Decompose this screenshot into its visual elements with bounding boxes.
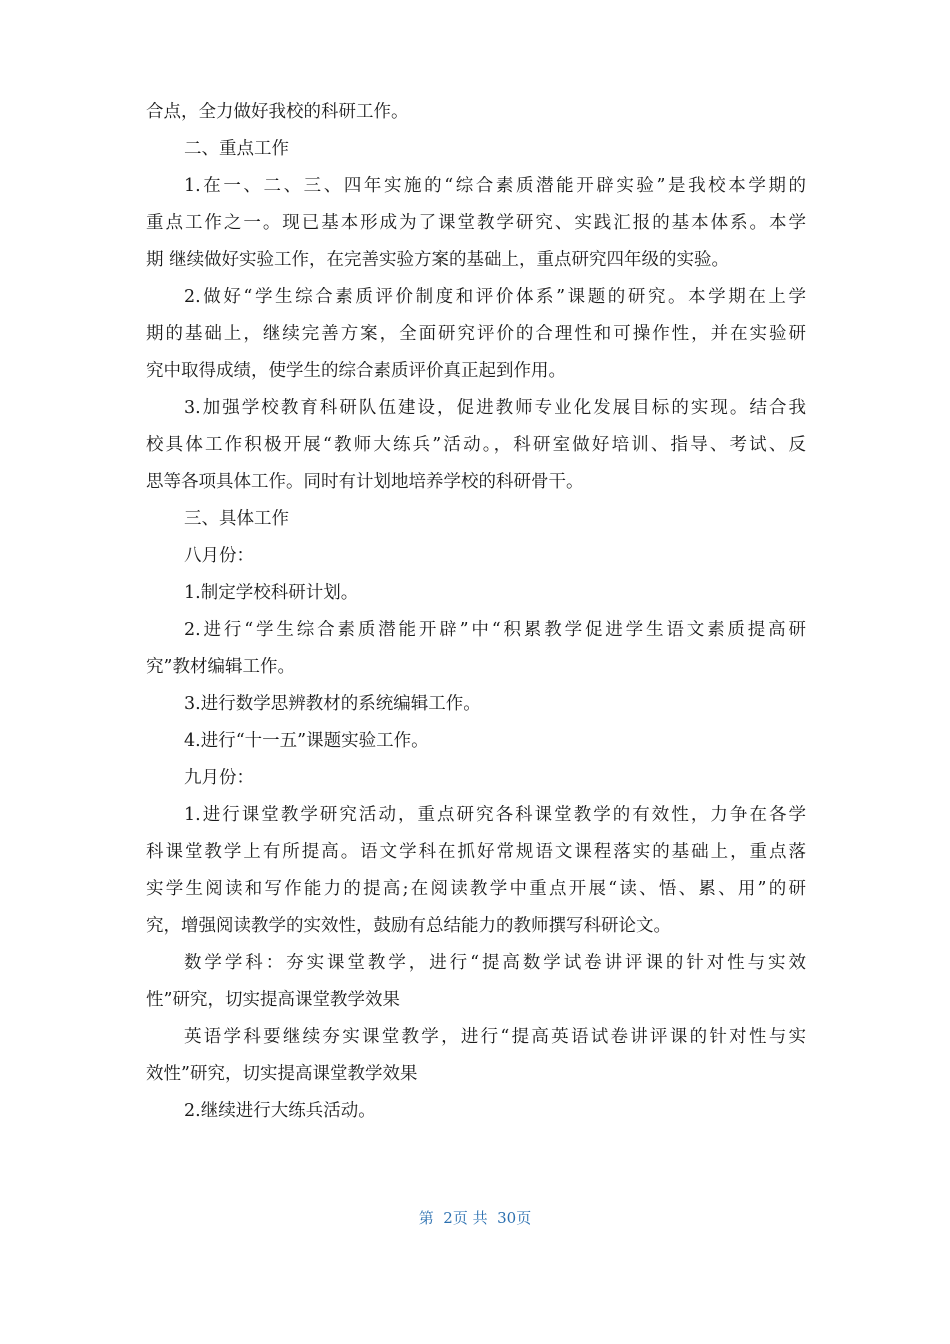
text-line: 1.在一、二、三、四年实施的“综合素质潜能开辟实验”是我校本学期的 [184,176,806,196]
text-line: 英语学科要继续夯实课堂教学，进行“提高英语试卷讲评课的针对性与实 [184,1027,806,1047]
text-line: 究”教材编辑工作。 [146,657,295,677]
text-line: 科课堂教学上有所提高。语文学科在抓好常规语文课程落实的基础上，重点落 [146,842,806,862]
text-line: 4.进行“十一五”课题实验工作。 [184,731,429,751]
text-line: 3.加强学校教育科研队伍建设，促进教师专业化发展目标的实现。结合我 [184,398,806,418]
text-line: 2.做好“学生综合素质评价制度和评价体系”课题的研究。本学期在上学 [184,287,806,307]
text-line: 合点，全力做好我校的科研工作。 [146,102,409,122]
text-line: 实学生阅读和写作能力的提高;在阅读教学中重点开展“读、悟、累、用”的研 [146,879,806,899]
text-line: 究，增强阅读教学的实效性，鼓励有总结能力的教师撰写科研论文。 [146,916,671,936]
text-line: 八月份： [184,546,254,566]
document-body [146,94,806,1130]
text-line: 期 继续做好实验工作，在完善实验方案的基础上，重点研究四年级的实验。 [146,250,730,270]
text-line: 三、具体工作 [184,509,289,529]
text-line: 九月份： [184,768,254,788]
page-footer: 第 2页 共 30页 [418,1209,532,1227]
text-line: 校具体工作积极开展“教师大练兵”活动。，科研室做好培训、指导、考试、反 [146,435,806,455]
text-line: 效性”研究，切实提高课堂教学效果 [146,1064,418,1084]
text-line: 思等各项具体工作。同时有计划地培养学校的科研骨干。 [146,472,584,492]
text-line: 究中取得成绩，使学生的综合素质评价真正起到作用。 [146,361,566,381]
text-line: 1.制定学校科研计划。 [184,583,359,603]
text-line: 2.进行“学生综合素质潜能开辟”中“积累教学促进学生语文素质提高研 [184,620,806,640]
text-line: 期的基础上，继续完善方案，全面研究评价的合理性和可操作性，并在实验研 [146,324,806,344]
text-line: 3.进行数学思辨教材的系统编辑工作。 [184,694,481,714]
text-line: 二、重点工作 [184,139,289,159]
text-line: 性”研究，切实提高课堂教学效果 [146,990,400,1010]
text-line: 2.继续进行大练兵活动。 [184,1101,376,1121]
text-line: 重点工作之一。现已基本形成为了课堂教学研究、实践汇报的基本体系。本学 [146,213,806,233]
text-line: 数学学科：夯实课堂教学，进行“提高数学试卷讲评课的针对性与实效 [184,953,806,973]
text-line: 1.进行课堂教学研究活动，重点研究各科课堂教学的有效性，力争在各学 [184,805,806,825]
